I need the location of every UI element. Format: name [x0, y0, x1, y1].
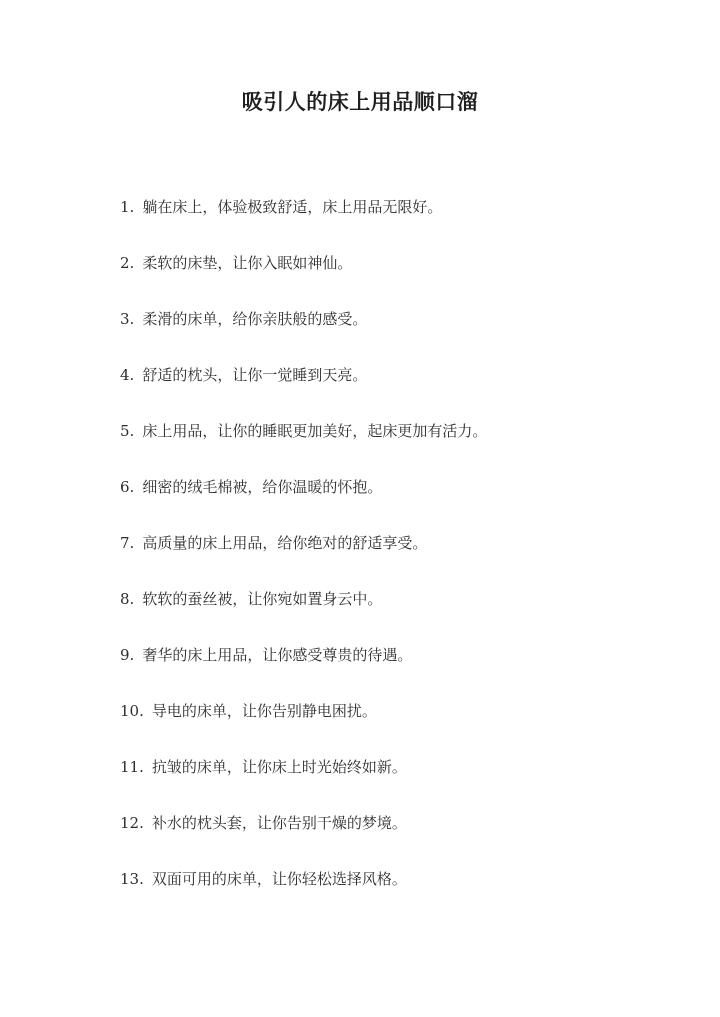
item-text: 细密的绒毛棉被，给你温暖的怀抱。 — [142, 478, 383, 496]
item-text: 导电的床单，让你告别静电困扰。 — [151, 702, 377, 720]
list-item — [120, 476, 680, 532]
list-item — [120, 364, 680, 420]
document-title: 吸引人的床上用品顺口溜 — [241, 89, 479, 114]
item-text: 柔滑的床单，给你亲肤般的感受。 — [142, 310, 368, 328]
item-text: 躺在床上，体验极致舒适，床上用品无限好。 — [142, 198, 443, 216]
item-number: 6. — [120, 478, 135, 496]
list-item — [120, 588, 680, 644]
item-number: 1. — [120, 198, 135, 216]
item-text: 舒适的枕头，让你一觉睡到天亮。 — [142, 366, 368, 384]
list-item — [120, 644, 680, 700]
item-number: 5. — [120, 422, 135, 440]
list-item — [120, 812, 680, 868]
list-item — [120, 868, 680, 924]
item-number: 4. — [120, 366, 135, 384]
item-text: 床上用品，让你的睡眠更加美好，起床更加有活力。 — [142, 422, 488, 440]
item-number: 10. — [120, 702, 144, 720]
item-text: 双面可用的床单，让你轻松选择风格。 — [151, 870, 407, 888]
item-number: 11. — [120, 758, 144, 776]
item-number: 9. — [120, 646, 135, 664]
list-item — [120, 420, 680, 476]
list-item — [120, 700, 680, 756]
item-number: 3. — [120, 310, 135, 328]
list-item — [120, 308, 680, 364]
item-text: 补水的枕头套，让你告别干燥的梦境。 — [151, 814, 407, 832]
item-text: 高质量的床上用品，给你绝对的舒适享受。 — [142, 534, 428, 552]
item-number: 7. — [120, 534, 135, 552]
item-text: 抗皱的床单，让你床上时光始终如新。 — [151, 758, 407, 776]
item-number: 8. — [120, 590, 135, 608]
list-item — [120, 532, 680, 588]
item-text: 柔软的床垫，让你入眠如神仙。 — [142, 254, 353, 272]
item-number: 12. — [120, 814, 144, 832]
item-text: 软软的蚕丝被，让你宛如置身云中。 — [142, 590, 383, 608]
list-item — [120, 252, 680, 308]
item-text: 奢华的床上用品，让你感受尊贵的待遇。 — [142, 646, 413, 664]
item-number: 2. — [120, 254, 135, 272]
item-number: 13. — [120, 870, 144, 888]
list-item — [120, 196, 680, 252]
slogan-list — [120, 196, 680, 924]
list-item — [120, 756, 680, 812]
